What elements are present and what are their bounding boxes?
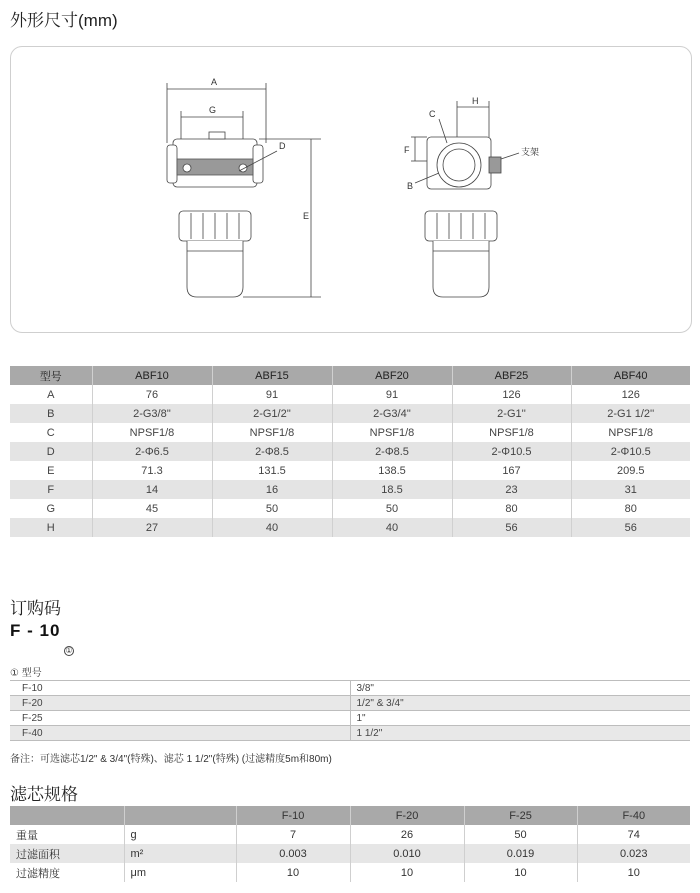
table-cell: 40 [212,518,332,537]
table-cell: 80 [452,499,571,518]
row-label: D [10,442,92,461]
table-cell: 0.019 [464,844,577,863]
table-row [10,863,690,882]
table-cell: NPSF1/8 [452,423,571,442]
filter-header-cell: F-40 [577,806,690,825]
table-cell: 2-G1'' [452,404,571,423]
order-model: F-40 [10,726,350,741]
spec-header-cell: ABF25 [452,366,571,385]
table-cell: 167 [452,461,571,480]
drawing-panel [10,46,692,333]
table-cell: 23 [452,480,571,499]
spec-header-cell: 型号 [10,366,92,385]
filter-header-cell [124,806,236,825]
table-cell: 27 [92,518,212,537]
row-label: 过滤精度 [16,867,60,880]
table-cell: 50 [332,499,452,518]
spec-header-cell: ABF40 [571,366,690,385]
table-cell: 10 [350,863,464,882]
table-cell: 2-Φ8.5 [212,442,332,461]
order-size: 1/2" & 3/4" [350,696,690,711]
order-model: F-10 [10,681,350,696]
row-label: E [47,464,55,477]
table-cell: 71.3 [92,461,212,480]
table-cell: 14 [92,480,212,499]
table-cell: 0.010 [350,844,464,863]
spec-header-cell: ABF15 [212,366,332,385]
order-table [10,680,690,741]
table-cell: 16 [212,480,332,499]
dim-label-h: H [472,96,479,106]
table-cell: 91 [212,385,332,404]
dim-label-c: C [429,109,436,119]
order-size: 3/8" [350,681,690,696]
table-cell: 2-Φ10.5 [571,442,690,461]
row-label: F [10,480,92,499]
technical-drawing [11,47,691,332]
table-cell: 126 [452,385,571,404]
table-row [10,681,690,696]
table-cell: 138.5 [332,461,452,480]
order-legend: ① 型号 [10,668,42,679]
table-cell: 45 [92,499,212,518]
spec-header-cell: ABF10 [92,366,212,385]
table-cell: 26 [350,825,464,844]
table-cell: 2-G1/2'' [212,404,332,423]
row-label: 过滤面积 [10,844,124,863]
table-cell: 50 [464,825,577,844]
table-row [10,423,690,442]
table-cell: 2-Φ10.5 [452,442,571,461]
table-row [10,825,690,844]
table-cell: 131.5 [212,461,332,480]
table-row [10,385,690,404]
filter-header-cell: F-25 [464,806,577,825]
table-cell: 91 [332,385,452,404]
table-cell: 74 [577,825,690,844]
table-cell: NPSF1/8 [92,423,212,442]
table-cell: 56 [571,518,690,537]
dim-label-a: A [211,77,218,87]
table-row [10,518,690,537]
table-cell: 40 [332,518,452,537]
table-cell: NPSF1/8 [212,423,332,442]
table-cell: 7 [236,825,350,844]
table-cell: 10 [464,863,577,882]
order-model: F-25 [10,711,350,726]
table-row [10,696,690,711]
table-cell: NPSF1/8 [332,423,452,442]
table-row [10,711,690,726]
filter-table [10,806,690,882]
table-cell: 0.023 [577,844,690,863]
table-cell: 2-G3/4'' [332,404,452,423]
table-cell: NPSF1/8 [571,423,690,442]
unit-cell: g [124,825,236,844]
row-label: G [46,502,56,515]
table-cell: 2-Φ8.5 [332,442,452,461]
dimensions-title: 外形尺寸(mm) [10,11,118,30]
table-cell: 209.5 [571,461,690,480]
unit-cell: m² [124,844,236,863]
table-cell: 2-G1 1/2'' [571,404,690,423]
dim-label-b: B [407,181,414,191]
filter-header-cell: F-20 [350,806,464,825]
table-cell: 50 [212,499,332,518]
table-row [10,844,690,863]
filter-header-row [10,806,690,825]
dim-label-e: E [303,211,310,221]
table-cell: 126 [571,385,690,404]
table-row [10,461,690,480]
spec-table [10,366,690,537]
row-label: A [47,388,55,401]
table-cell: 76 [92,385,212,404]
order-title: 订购码 [10,599,61,618]
table-cell: 10 [236,863,350,882]
table-cell: 0.003 [236,844,350,863]
row-label: B [10,404,92,423]
code-marker: ① [65,646,73,655]
table-cell: 56 [452,518,571,537]
table-cell: 2-Φ6.5 [92,442,212,461]
table-row [10,442,690,461]
order-size: 1 1/2" [350,726,690,741]
dim-label-d: D [279,141,286,151]
filter-title: 滤芯规格 [10,785,78,804]
order-code: F - 10 [10,621,61,640]
spec-header-row [10,366,690,385]
table-cell: 80 [571,499,690,518]
filter-header-cell [10,806,124,825]
dim-label-f: F [404,145,410,155]
table-row [10,480,690,499]
spec-header-cell: ABF20 [332,366,452,385]
table-cell: 18.5 [332,480,452,499]
order-model: F-20 [10,696,350,711]
table-row [10,726,690,741]
table-cell: 31 [571,480,690,499]
table-row [10,499,690,518]
filter-header-cell: F-10 [236,806,350,825]
unit-cell: μm [124,863,236,882]
row-label: C [46,426,55,439]
row-label: 重量 [16,829,38,842]
table-cell: 10 [577,863,690,882]
table-row [10,404,690,423]
order-note: 备注：可选滤芯1/2" & 3/4"(特殊)、滤芯 1 1/2"(特殊) (过滤精度5m和80m) [10,754,332,765]
table-cell: 2-G3/8'' [92,404,212,423]
bracket-label: 支架 [521,147,540,157]
order-size: 1" [350,711,690,726]
row-label: H [10,518,92,537]
dim-label-g: G [209,105,217,115]
